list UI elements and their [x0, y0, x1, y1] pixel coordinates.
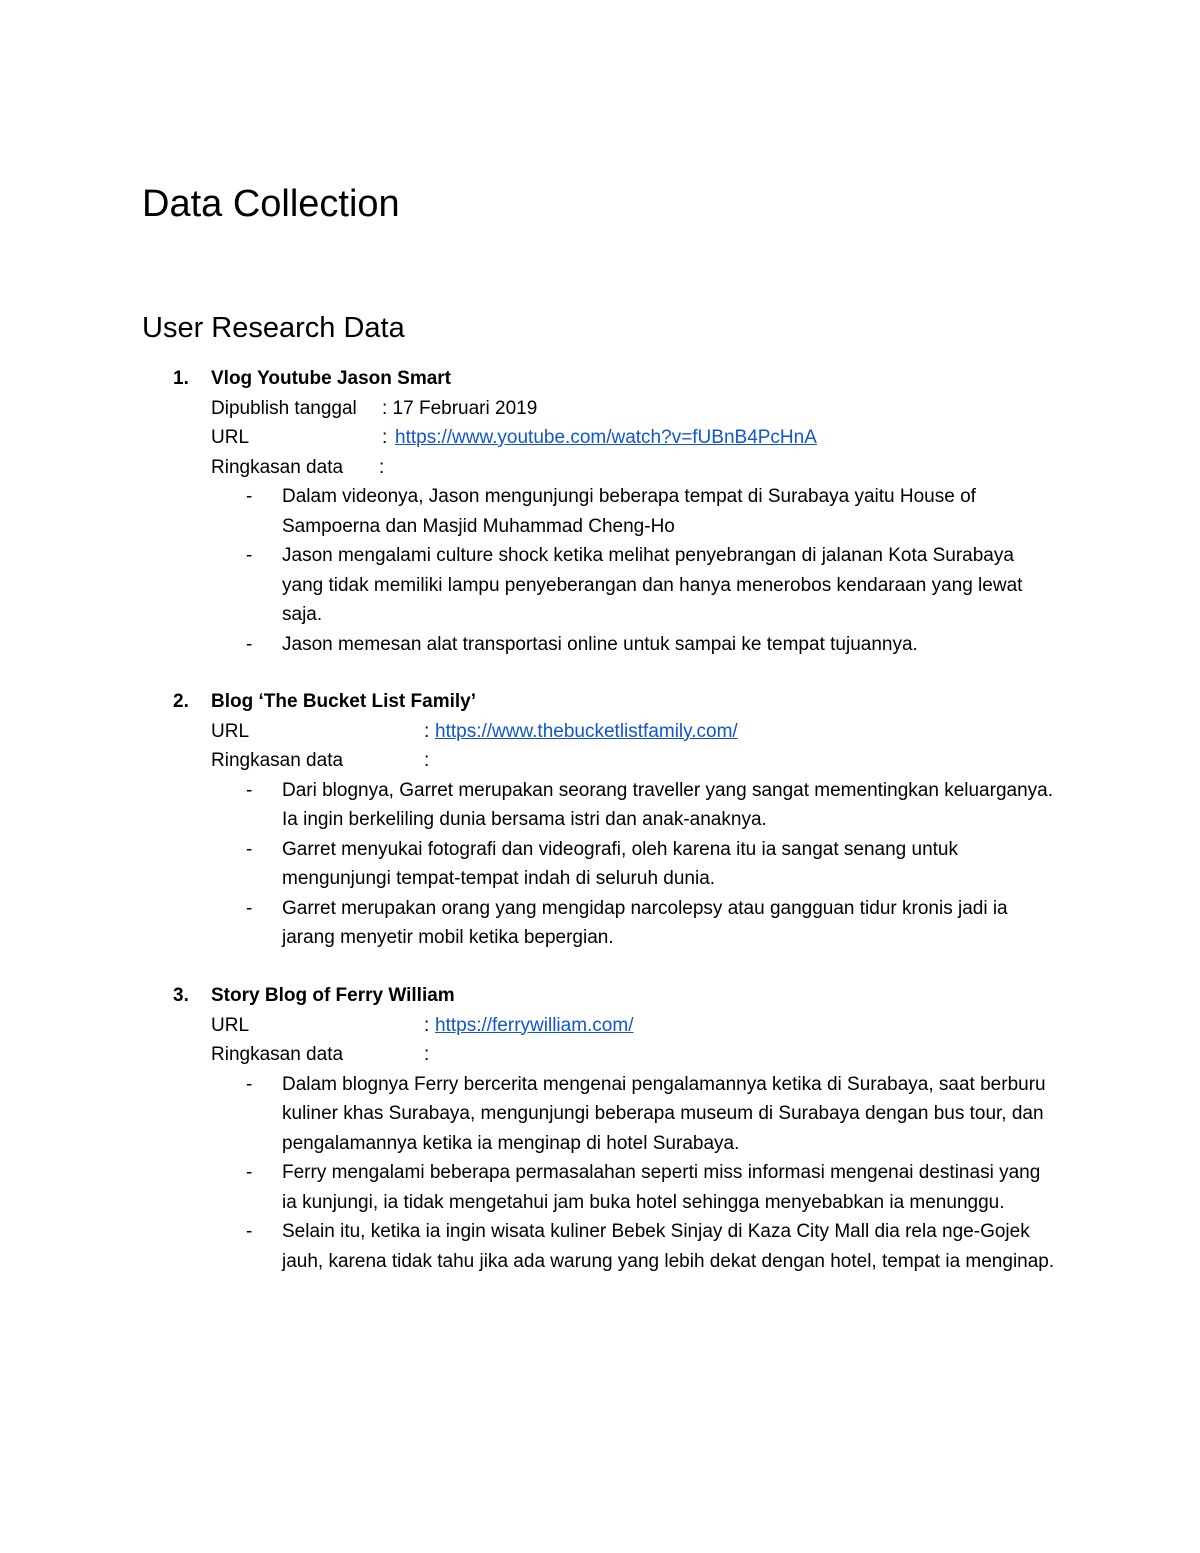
- bullet-text: Selain itu, ketika ia ingin wisata kuliner Bebek Sinjay di Kaza City Mall dia rela nge-Gojek jauh, karena tidak tahu jika ada warung yang lebih dekat dengan hotel, tempat ia menginap.: [282, 1221, 1055, 1272]
- entry-title: Vlog Youtube Jason Smart: [211, 368, 452, 389]
- summary-label: Ringkasan data: [211, 750, 344, 771]
- list-item: [0, 1070, 1200, 1159]
- url-link[interactable]: https://www.thebucketlistfamily.com/: [435, 720, 738, 742]
- bullet-dash: -: [246, 486, 253, 507]
- summary-separator: :: [424, 1044, 430, 1065]
- entry-number: 2.: [173, 691, 189, 712]
- entry-number: 3.: [173, 985, 189, 1006]
- bullet-text: Dalam blognya Ferry bercerita mengenai pengalamannya ketika di Surabaya, saat berburu kuliner khas Surabaya, mengunjungi beberapa museum di Surabaya dengan bus tour, dan pengalamannya ketika ia menginap di hotel Surabaya.: [282, 1073, 1046, 1154]
- bullet-dash: -: [246, 633, 253, 655]
- list-item: [0, 630, 1200, 660]
- published-label: Dipublish tanggal: [211, 397, 357, 419]
- list-item: [0, 1217, 1200, 1276]
- entry-number: 1.: [173, 368, 189, 389]
- document-title: Data Collection: [142, 183, 400, 225]
- summary-separator: :: [379, 456, 385, 478]
- entry-title: Story Blog of Ferry William: [211, 985, 455, 1006]
- bullet-text: Jason mengalami culture shock ketika melihat penyebrangan di jalanan Kota Surabaya yang tidak memiliki lampu penyeberangan dan hanya menerobos kendaraan yang lewat saja.: [282, 545, 1023, 625]
- url-separator: :: [424, 720, 430, 742]
- url-label: URL: [211, 1014, 250, 1036]
- summary-bullet-list: [0, 776, 1200, 953]
- bullet-dash: -: [246, 838, 253, 860]
- published-value: : 17 Februari 2019: [382, 397, 538, 419]
- url-label: URL: [211, 427, 250, 448]
- url-link[interactable]: https://www.youtube.com/watch?v=fUBnB4PcHnA: [395, 427, 817, 448]
- section-heading: User Research Data: [142, 312, 405, 344]
- summary-label: Ringkasan data: [211, 456, 344, 478]
- url-link[interactable]: https://ferrywilliam.com/: [435, 1014, 634, 1036]
- bullet-text: Ferry mengalami beberapa permasalahan seperti miss informasi mengenai destinasi yang ia kunjungi, ia tidak mengetahui jam buka hotel sehingga menyebabkan ia menunggu.: [282, 1162, 1041, 1213]
- list-item: [0, 776, 1200, 835]
- bullet-dash: -: [246, 779, 253, 801]
- bullet-dash: -: [246, 545, 253, 566]
- url-label: URL: [211, 720, 250, 742]
- summary-bullet-list: [0, 1070, 1200, 1277]
- bullet-text: Jason memesan alat transportasi online untuk sampai ke tempat tujuannya.: [282, 633, 918, 655]
- bullet-dash: -: [246, 1221, 253, 1242]
- entry-title: Blog ‘The Bucket List Family’: [211, 691, 476, 712]
- bullet-text: Dalam videonya, Jason mengunjungi beberapa tempat di Surabaya yaitu House of Sampoerna dan Masjid Muhammad Cheng-Ho: [282, 486, 976, 537]
- list-item: [0, 835, 1200, 894]
- bullet-text: Garret merupakan orang yang mengidap narcolepsy atau gangguan tidur kronis jadi ia jarang menyetir mobil ketika bepergian.: [282, 897, 1008, 948]
- summary-bullet-list: [0, 482, 1200, 659]
- bullet-dash: -: [246, 1162, 253, 1183]
- bullet-dash: -: [246, 897, 253, 919]
- list-item: [0, 482, 1200, 541]
- list-item: [0, 1158, 1200, 1217]
- url-separator: :: [382, 427, 388, 448]
- summary-separator: :: [424, 750, 430, 771]
- url-separator: :: [424, 1014, 430, 1036]
- list-item: [0, 894, 1200, 953]
- bullet-dash: -: [246, 1073, 253, 1095]
- list-item: [0, 541, 1200, 630]
- bullet-text: Garret menyukai fotografi dan videografi, oleh karena itu ia sangat senang untuk mengunjungi tempat-tempat indah di seluruh dunia.: [282, 838, 958, 889]
- summary-label: Ringkasan data: [211, 1044, 344, 1065]
- bullet-text: Dari blognya, Garret merupakan seorang traveller yang sangat mementingkan keluarganya. Ia ingin berkeliling dunia bersama istri dan anak-anaknya.: [282, 779, 1053, 830]
